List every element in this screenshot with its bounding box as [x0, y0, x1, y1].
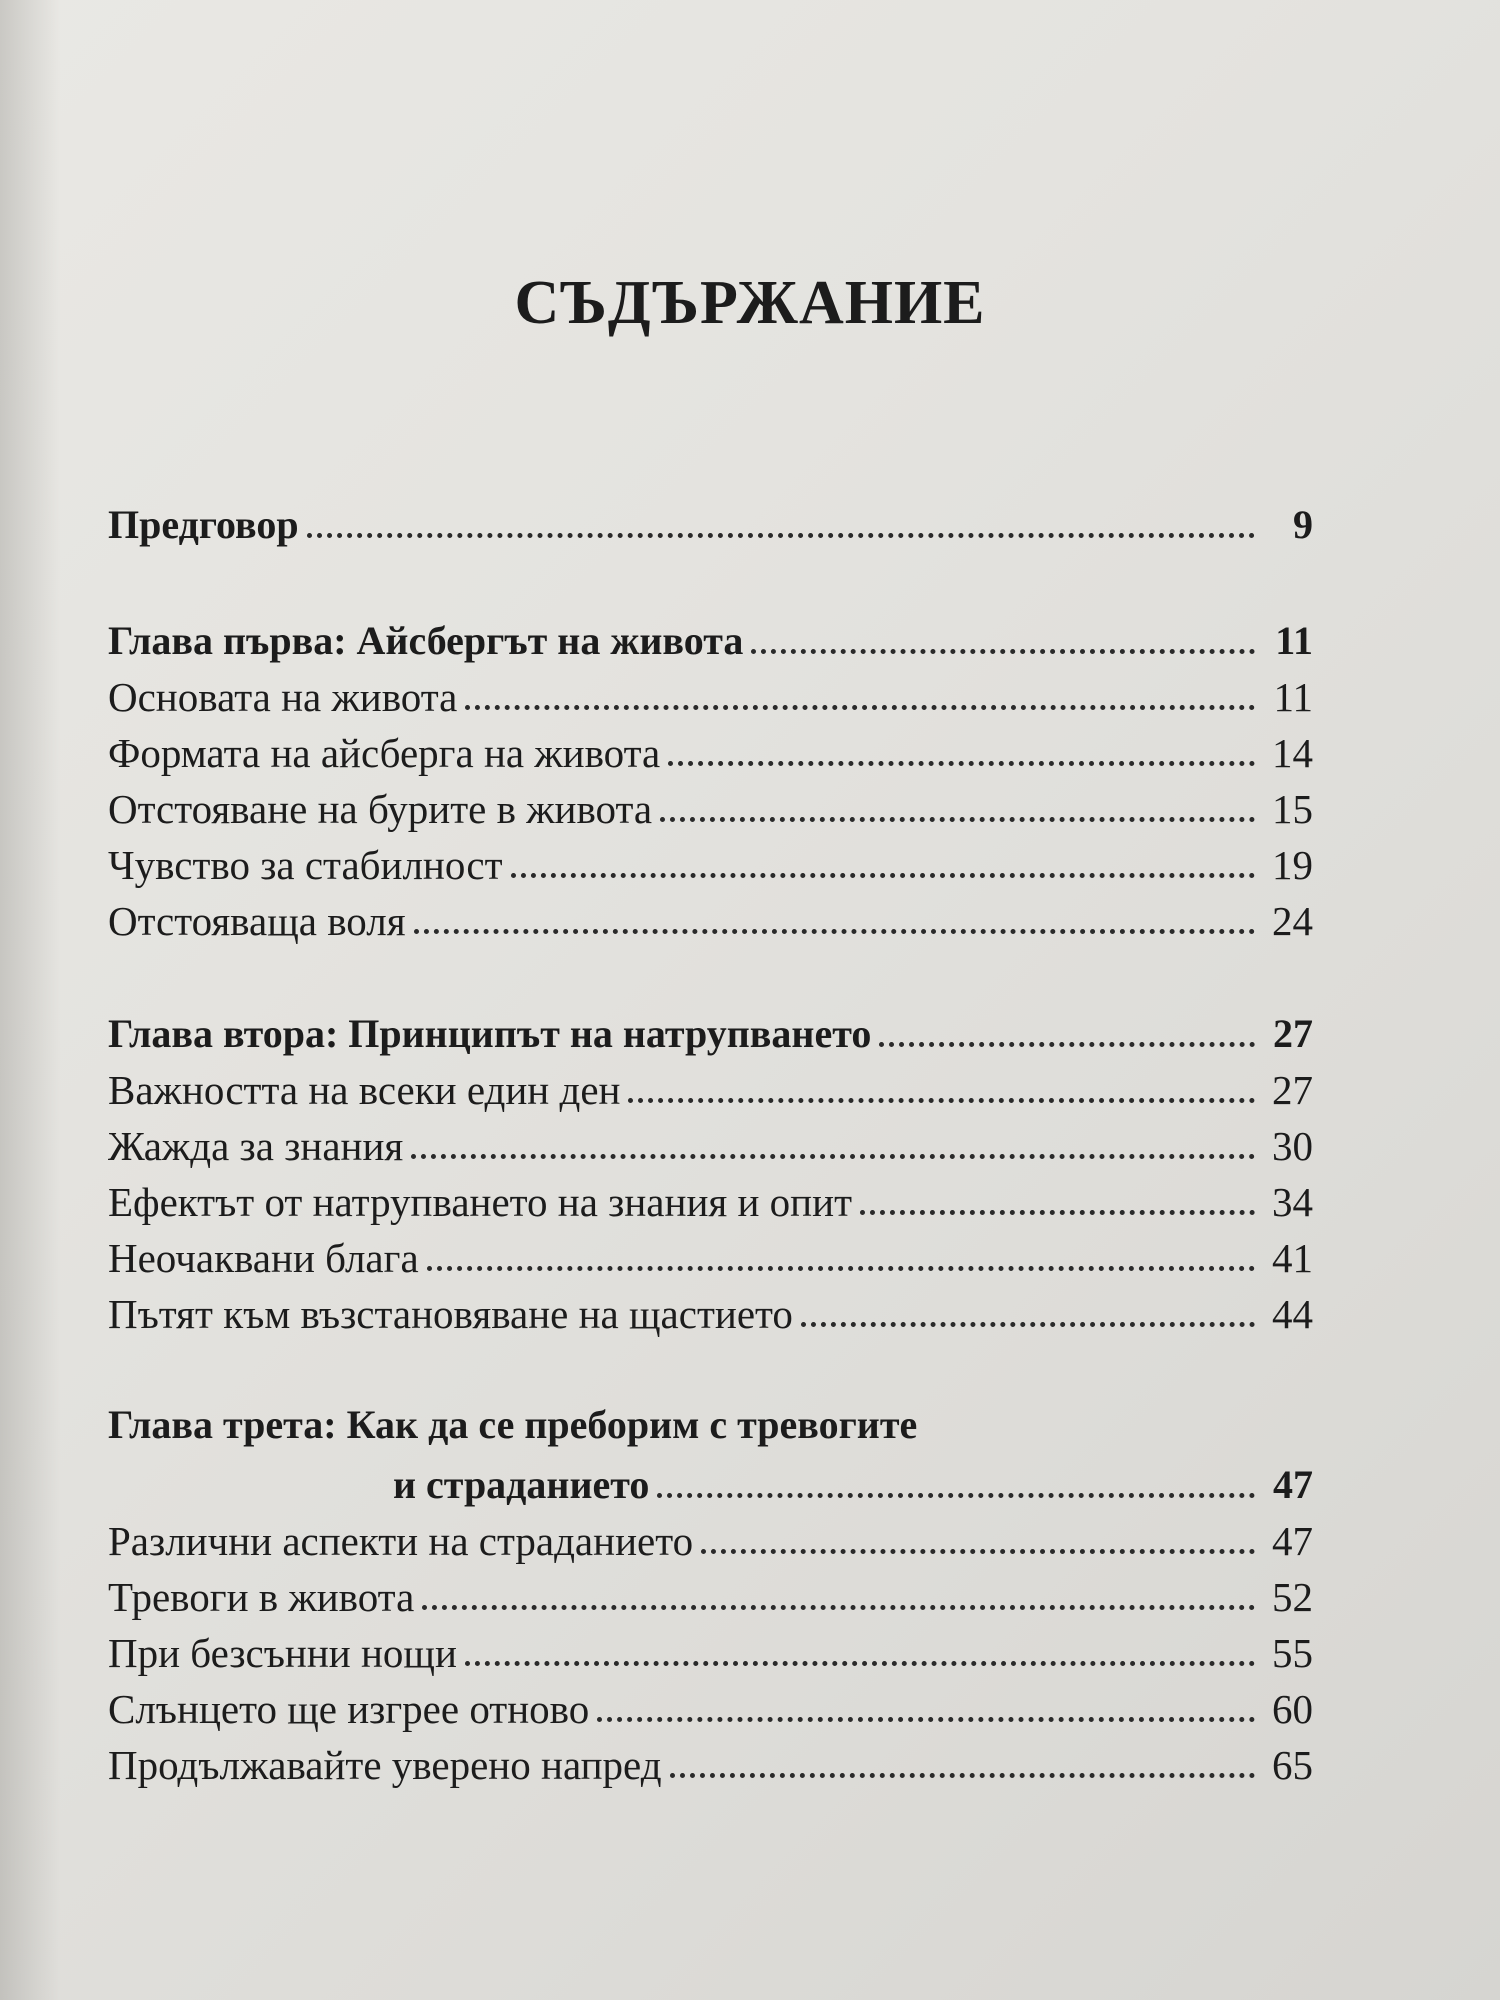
toc-chapter-page: 27: [1273, 1011, 1313, 1056]
toc-section: [108, 725, 1313, 777]
toc-section-page: 41: [1272, 1235, 1313, 1281]
toc-chapter-label: Глава втора: Принципът на натрупването: [108, 1011, 872, 1056]
toc-section: [108, 1174, 1313, 1226]
dot-leader: [597, 1717, 1255, 1722]
dot-leader: [751, 649, 1255, 654]
toc-chapter-1: [108, 613, 1313, 665]
toc-section: [108, 1569, 1313, 1621]
toc-section-page: 14: [1272, 730, 1313, 776]
toc-entry-page: 9: [1293, 502, 1313, 547]
toc-section: [108, 1625, 1313, 1677]
dot-leader: [801, 1322, 1255, 1327]
dot-leader: [660, 817, 1255, 822]
dot-leader: [307, 533, 1255, 538]
toc-section-page: 60: [1272, 1686, 1313, 1732]
dot-leader: [427, 1266, 1255, 1271]
toc-section-label: При безсънни нощи: [108, 1630, 457, 1676]
toc-section-page: 55: [1272, 1630, 1313, 1676]
toc-section-label: Основата на живота: [108, 674, 458, 720]
toc-section-label: Отстояваща воля: [108, 898, 406, 944]
toc-section-label: Ефектът от натрупването на знания и опит: [108, 1179, 852, 1225]
toc-section: [108, 837, 1313, 889]
dot-leader: [668, 761, 1255, 766]
toc-section-page: 52: [1272, 1574, 1313, 1620]
toc-section-page: 44: [1272, 1291, 1313, 1337]
toc-section-page: 27: [1272, 1067, 1313, 1113]
dot-leader: [411, 1154, 1255, 1159]
toc-section-page: 19: [1272, 842, 1313, 888]
dot-leader: [670, 1773, 1255, 1778]
toc-section-label: Важността на всеки един ден: [108, 1067, 621, 1113]
dot-leader: [701, 1549, 1255, 1554]
toc-entry-label: Предговор: [108, 502, 299, 547]
toc-chapter-page: 47: [1273, 1462, 1313, 1507]
dot-leader: [628, 1098, 1255, 1103]
toc-section: [108, 669, 1313, 721]
toc-section-label: Пътят към възстановяване на щастието: [108, 1291, 793, 1337]
toc-section-label: Жажда за знания: [108, 1123, 404, 1169]
dot-leader: [465, 705, 1255, 710]
toc-section: [108, 1681, 1313, 1733]
toc-section-page: 24: [1272, 898, 1313, 944]
toc-section-label: Отстояване на бурите в живота: [108, 786, 653, 832]
toc-chapter-3: [108, 1457, 1313, 1509]
page-title: СЪДЪРЖАНИЕ: [514, 269, 986, 337]
toc-section: [108, 1513, 1313, 1565]
toc-section-page: 47: [1272, 1518, 1313, 1564]
toc-section-page: 30: [1272, 1123, 1313, 1169]
dot-leader: [879, 1042, 1255, 1047]
toc-section-page: 15: [1272, 786, 1313, 832]
toc-chapter-2: [108, 1006, 1313, 1058]
toc-section-label: Неочаквани блага: [108, 1235, 419, 1281]
toc-section-label: Продължавайте уверено напред: [108, 1742, 662, 1788]
toc-section: [108, 1286, 1313, 1338]
toc-chapter-label: Глава първа: Айсбергът на живота: [108, 618, 744, 663]
toc-section-page: 11: [1273, 674, 1313, 720]
toc-chapter-label: и страданието: [393, 1462, 650, 1507]
toc-section-label: Слънцето ще изгрее отново: [108, 1686, 590, 1732]
dot-leader: [860, 1210, 1255, 1215]
toc-section-label: Чувство за стабилност: [108, 842, 503, 888]
toc-section-label: Формата на айсберга на живота: [108, 730, 661, 776]
toc-chapter-page: 11: [1275, 618, 1313, 663]
toc-section-label: Различни аспекти на страданието: [108, 1518, 694, 1564]
toc-section: [108, 1230, 1313, 1282]
dot-leader: [465, 1661, 1255, 1666]
toc-chapter-3-title-line1: Глава трета: Как да се преборим с тревогите: [108, 1402, 918, 1447]
toc-section: [108, 1062, 1313, 1114]
toc-section: [108, 781, 1313, 833]
toc-section: [108, 893, 1313, 945]
toc-section-label: Тревоги в живота: [108, 1574, 415, 1620]
dot-leader: [414, 929, 1255, 934]
toc-entry-preface: [108, 497, 1313, 549]
toc-section-page: 34: [1272, 1179, 1313, 1225]
dot-leader: [422, 1605, 1255, 1610]
toc-section: [108, 1737, 1313, 1789]
dot-leader: [657, 1493, 1255, 1498]
toc-section-page: 65: [1272, 1742, 1313, 1788]
dot-leader: [511, 873, 1255, 878]
toc-section: [108, 1118, 1313, 1170]
